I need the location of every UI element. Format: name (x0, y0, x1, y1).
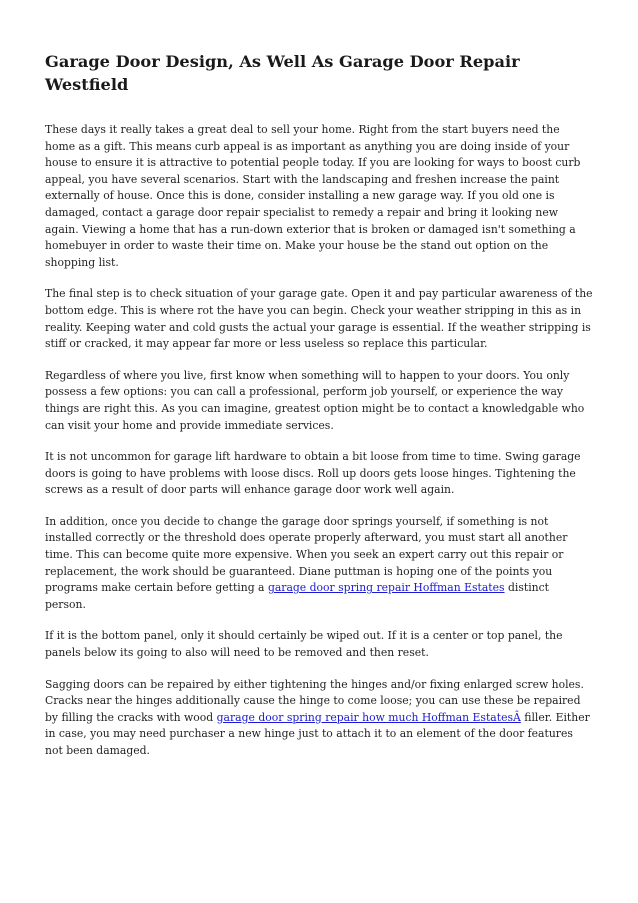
spring-repair-cost-link[interactable]: garage door spring repair how much Hoffman EstatesÂ (216, 710, 521, 724)
paragraph-7-text-after: filler. Either in case, you may need purchaser a new hinge just to attach it to an element of the door features not been damaged. (45, 710, 590, 757)
paragraph-5-text-before: In addition, once you decide to change the garage door springs yourself, if something is not installed correctly or the threshold does operate properly afterward, you must start all another time. This can become quite more expensive. When you seek an expert carry out this repair or replacement, the work should be guaranteed. Diane puttman is hoping one of the points you programs make certain before getting a (45, 514, 568, 595)
document-page (45, 50, 593, 775)
document-title: Garage Door Design, As Well As Garage Door Repair Westfield (45, 52, 520, 94)
paragraph-4: It is not uncommon for garage lift hardware to obtain a bit loose from time to time. Swing garage doors is going to have problems with loose discs. Roll up doors gets loose hinges. Tightening the screws as a result of door parts will enhance garage door work well again. (45, 450, 581, 497)
paragraph-7 (45, 677, 593, 760)
paragraph-5-text-after: distinct person. (45, 581, 550, 611)
paragraph-3: Regardless of where you live, first know when something will to happen to your doors. You only possess a few options: you can call a professional, perform job yourself, or experience the way things are right this. As you can imagine, greatest option might be to contact a knowledgable who can visit your home and provide immediate services. (45, 368, 585, 432)
spring-repair-link[interactable]: garage door spring repair Hoffman Estates (267, 581, 505, 595)
paragraph-5 (45, 514, 593, 614)
paragraph-2: The final step is to check situation of your garage gate. Open it and pay particular awareness of the bottom edge. This is where rot the have you can begin. Check your weather stripping in this as in reality. Keeping water and cold gusts the actual your garage is essential. If the weather stripping is stiff or cracked, it may appear far more or less useless so replace this particular. (45, 287, 593, 351)
paragraph-7-text-before: Sagging doors can be repaired by either tightening the hinges and/or fixing enlarged screw holes. Cracks near the hinges additionally cause the hinge to come loose; you can use these be repaired by filling the cracks with wood (45, 677, 584, 724)
paragraph-1: These days it really takes a great deal to sell your home. Right from the start buyers need the home as a gift. This means curb appeal is as important as anything you are doing inside of your house to ensure it is attractive to potential people today. If you are looking for ways to boost curb appeal, you have several scenarios. Start with the landscaping and freshen increase the paint externally of house. Once this is done, consider installing a new garage way. If you old one is damaged, contact a garage door repair specialist to remedy a repair and bring it looking new again. Viewing a home that has a run-down exterior that is broken or damaged isn't something a homebuyer in order to waste their time on. Make your house be the stand out option on the shopping list. (45, 123, 581, 269)
paragraph-6: If it is the bottom panel, only it should certainly be wiped out. If it is a center or top panel, the panels below its going to also will need to be removed and then reset. (45, 629, 563, 660)
